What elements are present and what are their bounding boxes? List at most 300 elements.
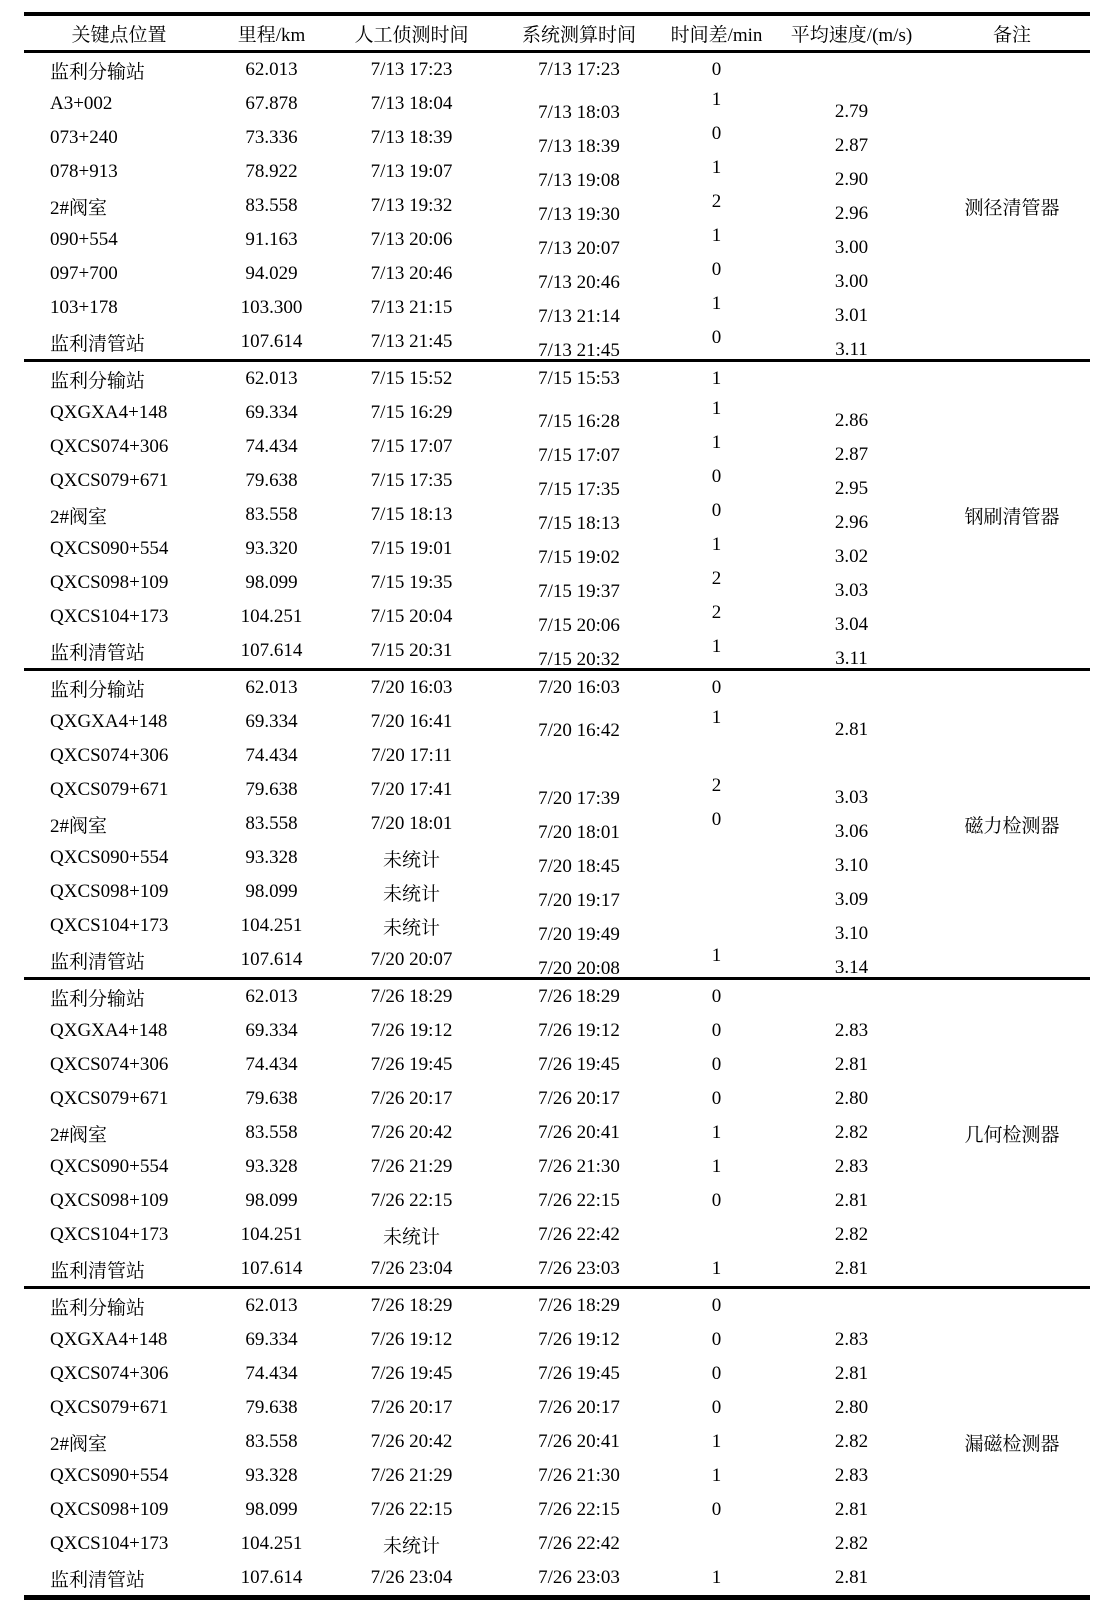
cell-text: QXCS090+554 — [50, 847, 169, 868]
cell-text: QXCS098+109 — [50, 1190, 169, 1211]
table-row — [24, 189, 1090, 223]
cell-manual-time — [329, 773, 494, 807]
cell-text: 073+240 — [50, 127, 118, 148]
cell-location — [24, 155, 214, 189]
cell-mileage — [214, 909, 329, 943]
cell-text: 几何检测器 — [964, 1124, 1060, 1146]
cell-text: 0 — [711, 1329, 722, 1350]
table-row — [24, 498, 1090, 532]
cell-text: 2 — [711, 191, 722, 212]
cell-location — [24, 875, 214, 909]
cell-location — [24, 600, 214, 634]
cell-mileage — [214, 1323, 329, 1357]
cell-text: 7/20 19:49 — [538, 924, 620, 945]
cell-remark — [934, 498, 1090, 532]
cell-text: 7/26 18:29 — [370, 1295, 453, 1316]
cell-avg-speed — [769, 1323, 934, 1357]
cell-location — [24, 909, 214, 943]
cell-time-diff — [664, 1323, 769, 1357]
cell-remark — [934, 1493, 1090, 1527]
cell-remark — [934, 1561, 1090, 1598]
cell-manual-time — [329, 464, 494, 498]
cell-text: 3.00 — [834, 237, 869, 258]
cell-avg-speed — [769, 634, 934, 670]
cell-text: 监利清管站 — [50, 333, 146, 355]
cell-system-time — [494, 1150, 664, 1184]
cell-system-time — [494, 1561, 664, 1598]
cell-location — [24, 943, 214, 979]
cell-text: 2.90 — [834, 169, 869, 190]
cell-text: 104.251 — [240, 1533, 303, 1554]
cell-text: 7/13 17:23 — [538, 59, 620, 80]
table-row — [24, 1014, 1090, 1048]
cell-text: 7/26 21:29 — [370, 1156, 453, 1177]
cell-system-time — [494, 325, 664, 361]
cell-system-time — [494, 1323, 664, 1357]
cell-time-diff — [664, 87, 769, 121]
cell-remark — [934, 1323, 1090, 1357]
table-row — [24, 634, 1090, 670]
cell-text: 104.251 — [240, 1224, 303, 1245]
cell-text: QXCS074+306 — [50, 436, 169, 457]
cell-remark — [934, 291, 1090, 325]
cell-text: 漏磁检测器 — [964, 1433, 1060, 1455]
cell-remark — [934, 532, 1090, 566]
cell-location — [24, 1323, 214, 1357]
cell-text: 7/13 19:30 — [538, 204, 620, 225]
cell-text: 7/20 20:07 — [370, 949, 453, 970]
cell-text: 未统计 — [382, 1226, 440, 1248]
cell-text: 7/20 18:01 — [538, 822, 620, 843]
cell-avg-speed — [769, 1357, 934, 1391]
cell-mileage — [214, 1391, 329, 1425]
cell-text: 2.79 — [834, 101, 869, 122]
cell-text: QXCS079+671 — [50, 779, 169, 800]
cell-time-diff — [664, 1252, 769, 1288]
cell-text: 7/26 20:42 — [370, 1431, 453, 1452]
cell-text: 1 — [711, 1122, 722, 1143]
cell-text: QXGXA4+148 — [50, 1020, 168, 1041]
cell-system-time — [494, 1252, 664, 1288]
table-row — [24, 705, 1090, 739]
cell-text: 7/13 18:39 — [538, 136, 620, 157]
cell-mileage — [214, 498, 329, 532]
table-row — [24, 257, 1090, 291]
cell-time-diff — [664, 52, 769, 88]
cell-text: 0 — [711, 677, 722, 698]
cell-text: 7/20 19:17 — [538, 890, 620, 911]
cell-system-time — [494, 121, 664, 155]
cell-location — [24, 1116, 214, 1150]
table-row — [24, 1425, 1090, 1459]
cell-avg-speed — [769, 430, 934, 464]
cell-text: 69.334 — [245, 711, 298, 732]
cell-manual-time — [329, 1425, 494, 1459]
cell-location — [24, 1082, 214, 1116]
cell-text: 监利分输站 — [50, 1297, 146, 1319]
table-row — [24, 1218, 1090, 1252]
cell-text: 3.00 — [834, 271, 869, 292]
table-row — [24, 875, 1090, 909]
cell-text: 7/15 19:02 — [538, 547, 620, 568]
cell-text: QXCS074+306 — [50, 1054, 169, 1075]
cell-manual-time — [329, 189, 494, 223]
cell-text: 1 — [711, 1258, 722, 1279]
cell-mileage — [214, 979, 329, 1015]
cell-system-time — [494, 52, 664, 88]
cell-manual-time — [329, 1561, 494, 1598]
cell-text: QXCS079+671 — [50, 1088, 169, 1109]
cell-text: 1 — [711, 1431, 722, 1452]
cell-time-diff — [664, 773, 769, 807]
cell-mileage — [214, 739, 329, 773]
cell-text: 7/13 21:45 — [538, 340, 620, 361]
cell-time-diff — [664, 1425, 769, 1459]
cell-manual-time — [329, 634, 494, 670]
cell-text: 7/20 17:11 — [370, 745, 453, 766]
cell-location — [24, 498, 214, 532]
cell-text: 7/13 21:15 — [370, 297, 453, 318]
cell-text: 监利清管站 — [50, 951, 146, 973]
cell-time-diff — [664, 498, 769, 532]
cell-text: 7/26 20:17 — [538, 1088, 620, 1109]
cell-text: 7/26 23:04 — [370, 1567, 453, 1588]
cell-text: 7/13 19:32 — [370, 195, 453, 216]
cell-avg-speed — [769, 1459, 934, 1493]
cell-avg-speed — [769, 257, 934, 291]
cell-avg-speed — [769, 566, 934, 600]
table-row — [24, 155, 1090, 189]
cell-time-diff — [664, 1493, 769, 1527]
cell-text: 0 — [711, 1088, 722, 1109]
cell-text: 7/15 15:53 — [538, 368, 620, 389]
table-section-0 — [24, 52, 1090, 361]
cell-avg-speed — [769, 875, 934, 909]
cell-manual-time — [329, 1150, 494, 1184]
column-header-location: 关键点位置 — [71, 24, 167, 46]
cell-text: 3.11 — [835, 648, 868, 669]
cell-text: 7/20 17:39 — [538, 788, 620, 809]
cell-text: 93.328 — [245, 1465, 298, 1486]
cell-text: 未统计 — [382, 849, 440, 871]
cell-remark — [934, 155, 1090, 189]
cell-text: 7/26 19:45 — [538, 1054, 620, 1075]
cell-avg-speed — [769, 87, 934, 121]
cell-remark — [934, 1116, 1090, 1150]
cell-avg-speed — [769, 807, 934, 841]
cell-text: 2.81 — [834, 719, 869, 740]
cell-remark — [934, 634, 1090, 670]
cell-manual-time — [329, 87, 494, 121]
cell-text: 2.80 — [834, 1397, 869, 1418]
cell-location — [24, 1184, 214, 1218]
cell-avg-speed — [769, 396, 934, 430]
cell-avg-speed — [769, 1184, 934, 1218]
cell-text: 钢刷清管器 — [964, 506, 1060, 528]
cell-location — [24, 430, 214, 464]
cell-text: QXCS090+554 — [50, 538, 169, 559]
cell-manual-time — [329, 498, 494, 532]
cell-remark — [934, 600, 1090, 634]
cell-text: 2.83 — [834, 1156, 869, 1177]
cell-text: 2#阀室 — [50, 506, 108, 528]
cell-text: 7/20 16:03 — [538, 677, 620, 698]
table-row — [24, 566, 1090, 600]
cell-location — [24, 739, 214, 773]
cell-manual-time — [329, 361, 494, 397]
cell-location — [24, 325, 214, 361]
cell-system-time — [494, 87, 664, 121]
cell-remark — [934, 1527, 1090, 1561]
cell-text: 7/13 20:07 — [538, 238, 620, 259]
cell-manual-time — [329, 52, 494, 88]
cell-text: 74.434 — [245, 1054, 298, 1075]
cell-text: 69.334 — [245, 1329, 298, 1350]
cell-text: 1 — [711, 707, 722, 728]
cell-location — [24, 1527, 214, 1561]
cell-mileage — [214, 396, 329, 430]
cell-text: 0 — [711, 259, 722, 280]
table-row — [24, 909, 1090, 943]
cell-text: 78.922 — [245, 161, 298, 182]
cell-manual-time — [329, 325, 494, 361]
cell-system-time — [494, 1357, 664, 1391]
cell-text: 监利清管站 — [50, 1569, 146, 1591]
cell-text: 7/26 22:42 — [538, 1224, 620, 1245]
cell-text: 83.558 — [245, 813, 298, 834]
cell-text: 3.14 — [834, 957, 869, 978]
cell-avg-speed — [769, 600, 934, 634]
cell-avg-speed — [769, 1082, 934, 1116]
cell-time-diff — [664, 1116, 769, 1150]
cell-text: 2.87 — [834, 135, 869, 156]
cell-text: QXCS098+109 — [50, 572, 169, 593]
cell-text: 104.251 — [240, 606, 303, 627]
cell-text: 2.83 — [834, 1329, 869, 1350]
cell-location — [24, 291, 214, 325]
cell-time-diff — [664, 1527, 769, 1561]
cell-text: 3.03 — [834, 787, 869, 808]
cell-system-time — [494, 155, 664, 189]
cell-text: 1 — [711, 293, 722, 314]
cell-avg-speed — [769, 121, 934, 155]
cell-mileage — [214, 121, 329, 155]
table-header — [24, 14, 1090, 52]
cell-text: 1 — [711, 636, 722, 657]
cell-avg-speed — [769, 943, 934, 979]
cell-text: 2.83 — [834, 1465, 869, 1486]
cell-system-time — [494, 1459, 664, 1493]
cell-text: 7/26 19:45 — [370, 1363, 453, 1384]
cell-text: 103.300 — [240, 297, 303, 318]
table-row — [24, 1288, 1090, 1324]
cell-text: 3.06 — [834, 821, 869, 842]
cell-manual-time — [329, 223, 494, 257]
cell-text: 7/26 20:17 — [538, 1397, 620, 1418]
cell-system-time — [494, 566, 664, 600]
cell-system-time — [494, 1184, 664, 1218]
cell-system-time — [494, 875, 664, 909]
cell-text: 7/26 22:42 — [538, 1533, 620, 1554]
table-row — [24, 1048, 1090, 1082]
cell-text: 7/15 16:29 — [370, 402, 453, 423]
cell-avg-speed — [769, 223, 934, 257]
cell-text: 2#阀室 — [50, 1433, 108, 1455]
cell-text: 98.099 — [245, 1499, 298, 1520]
cell-text: 7/13 20:46 — [370, 263, 453, 284]
cell-remark — [934, 1391, 1090, 1425]
cell-remark — [934, 325, 1090, 361]
cell-text: 79.638 — [245, 1088, 298, 1109]
cell-text: 0 — [711, 1054, 722, 1075]
cell-text: 74.434 — [245, 1363, 298, 1384]
cell-location — [24, 773, 214, 807]
cell-remark — [934, 705, 1090, 739]
cell-text: 2.83 — [834, 1020, 869, 1041]
cell-text: 7/15 15:52 — [370, 368, 453, 389]
cell-text: 0 — [711, 123, 722, 144]
cell-text: 98.099 — [245, 572, 298, 593]
cell-remark — [934, 87, 1090, 121]
cell-manual-time — [329, 1184, 494, 1218]
cell-text: 7/15 20:32 — [538, 649, 620, 670]
cell-time-diff — [664, 1218, 769, 1252]
cell-manual-time — [329, 909, 494, 943]
cell-text: 0 — [711, 1397, 722, 1418]
cell-text: 93.320 — [245, 538, 298, 559]
cell-system-time — [494, 670, 664, 706]
cell-remark — [934, 1014, 1090, 1048]
cell-mileage — [214, 1116, 329, 1150]
cell-location — [24, 1493, 214, 1527]
cell-text: 1 — [711, 398, 722, 419]
cell-remark — [934, 943, 1090, 979]
cell-avg-speed — [769, 841, 934, 875]
cell-system-time — [494, 705, 664, 739]
table-row — [24, 52, 1090, 88]
cell-text: 7/13 18:04 — [370, 93, 453, 114]
cell-system-time — [494, 498, 664, 532]
cell-location — [24, 189, 214, 223]
cell-avg-speed — [769, 705, 934, 739]
cell-mileage — [214, 430, 329, 464]
cell-avg-speed — [769, 189, 934, 223]
cell-time-diff — [664, 943, 769, 979]
table-row — [24, 841, 1090, 875]
cell-text: QXCS104+173 — [50, 1533, 169, 1554]
cell-text: 3.04 — [834, 614, 869, 635]
cell-manual-time — [329, 1252, 494, 1288]
cell-text: 7/15 17:07 — [370, 436, 453, 457]
cell-system-time — [494, 1116, 664, 1150]
cell-remark — [934, 670, 1090, 706]
cell-time-diff — [664, 430, 769, 464]
cell-text: 94.029 — [245, 263, 298, 284]
cell-manual-time — [329, 1116, 494, 1150]
cell-location — [24, 1288, 214, 1324]
cell-text: 107.614 — [240, 1567, 303, 1588]
cell-location — [24, 670, 214, 706]
cell-manual-time — [329, 1218, 494, 1252]
table-row — [24, 807, 1090, 841]
cell-time-diff — [664, 566, 769, 600]
cell-text: 7/20 18:45 — [538, 856, 620, 877]
cell-remark — [934, 1184, 1090, 1218]
table-row — [24, 361, 1090, 397]
cell-system-time — [494, 1014, 664, 1048]
cell-mileage — [214, 773, 329, 807]
cell-text: 7/26 22:15 — [538, 1190, 620, 1211]
cell-text: 107.614 — [240, 640, 303, 661]
cell-text: 79.638 — [245, 779, 298, 800]
cell-text: 7/26 20:41 — [538, 1431, 620, 1452]
cell-text: 7/13 19:08 — [538, 170, 620, 191]
cell-mileage — [214, 1493, 329, 1527]
cell-manual-time — [329, 121, 494, 155]
cell-manual-time — [329, 1048, 494, 1082]
cell-remark — [934, 875, 1090, 909]
cell-location — [24, 1357, 214, 1391]
cell-system-time — [494, 1048, 664, 1082]
cell-text: 0 — [711, 809, 722, 830]
cell-time-diff — [664, 739, 769, 773]
cell-text: 1 — [711, 157, 722, 178]
cell-time-diff — [664, 1561, 769, 1598]
cell-location — [24, 1425, 214, 1459]
cell-text: 7/26 19:45 — [370, 1054, 453, 1075]
cell-system-time — [494, 361, 664, 397]
cell-text: 1 — [711, 368, 722, 389]
cell-text: 7/26 19:12 — [370, 1020, 453, 1041]
cell-time-diff — [664, 189, 769, 223]
cell-system-time — [494, 430, 664, 464]
cell-text: 7/26 22:15 — [370, 1499, 453, 1520]
cell-location — [24, 87, 214, 121]
cell-time-diff — [664, 1014, 769, 1048]
cell-remark — [934, 1082, 1090, 1116]
cell-text: 2#阀室 — [50, 197, 108, 219]
cell-location — [24, 1391, 214, 1425]
cell-text: 7/13 21:45 — [370, 331, 453, 352]
cell-manual-time — [329, 566, 494, 600]
cell-text: 7/15 18:13 — [370, 504, 453, 525]
cell-text: 2.80 — [834, 1088, 869, 1109]
cell-text: 83.558 — [245, 195, 298, 216]
cell-text: 1 — [711, 534, 722, 555]
cell-text: 98.099 — [245, 1190, 298, 1211]
cell-manual-time — [329, 739, 494, 773]
cell-text: QXCS079+671 — [50, 470, 169, 491]
table-section-4 — [24, 1288, 1090, 1598]
cell-text: QXCS098+109 — [50, 881, 169, 902]
cell-system-time — [494, 600, 664, 634]
cell-time-diff — [664, 396, 769, 430]
cell-time-diff — [664, 841, 769, 875]
cell-avg-speed — [769, 1116, 934, 1150]
table-row — [24, 396, 1090, 430]
cell-text: 62.013 — [245, 986, 298, 1007]
cell-text: 1 — [711, 1156, 722, 1177]
cell-system-time — [494, 1391, 664, 1425]
cell-remark — [934, 1357, 1090, 1391]
table-section-1 — [24, 361, 1090, 670]
cell-avg-speed — [769, 773, 934, 807]
cell-remark — [934, 121, 1090, 155]
cell-time-diff — [664, 257, 769, 291]
cell-location — [24, 566, 214, 600]
cell-text: 107.614 — [240, 331, 303, 352]
cell-text: 74.434 — [245, 745, 298, 766]
